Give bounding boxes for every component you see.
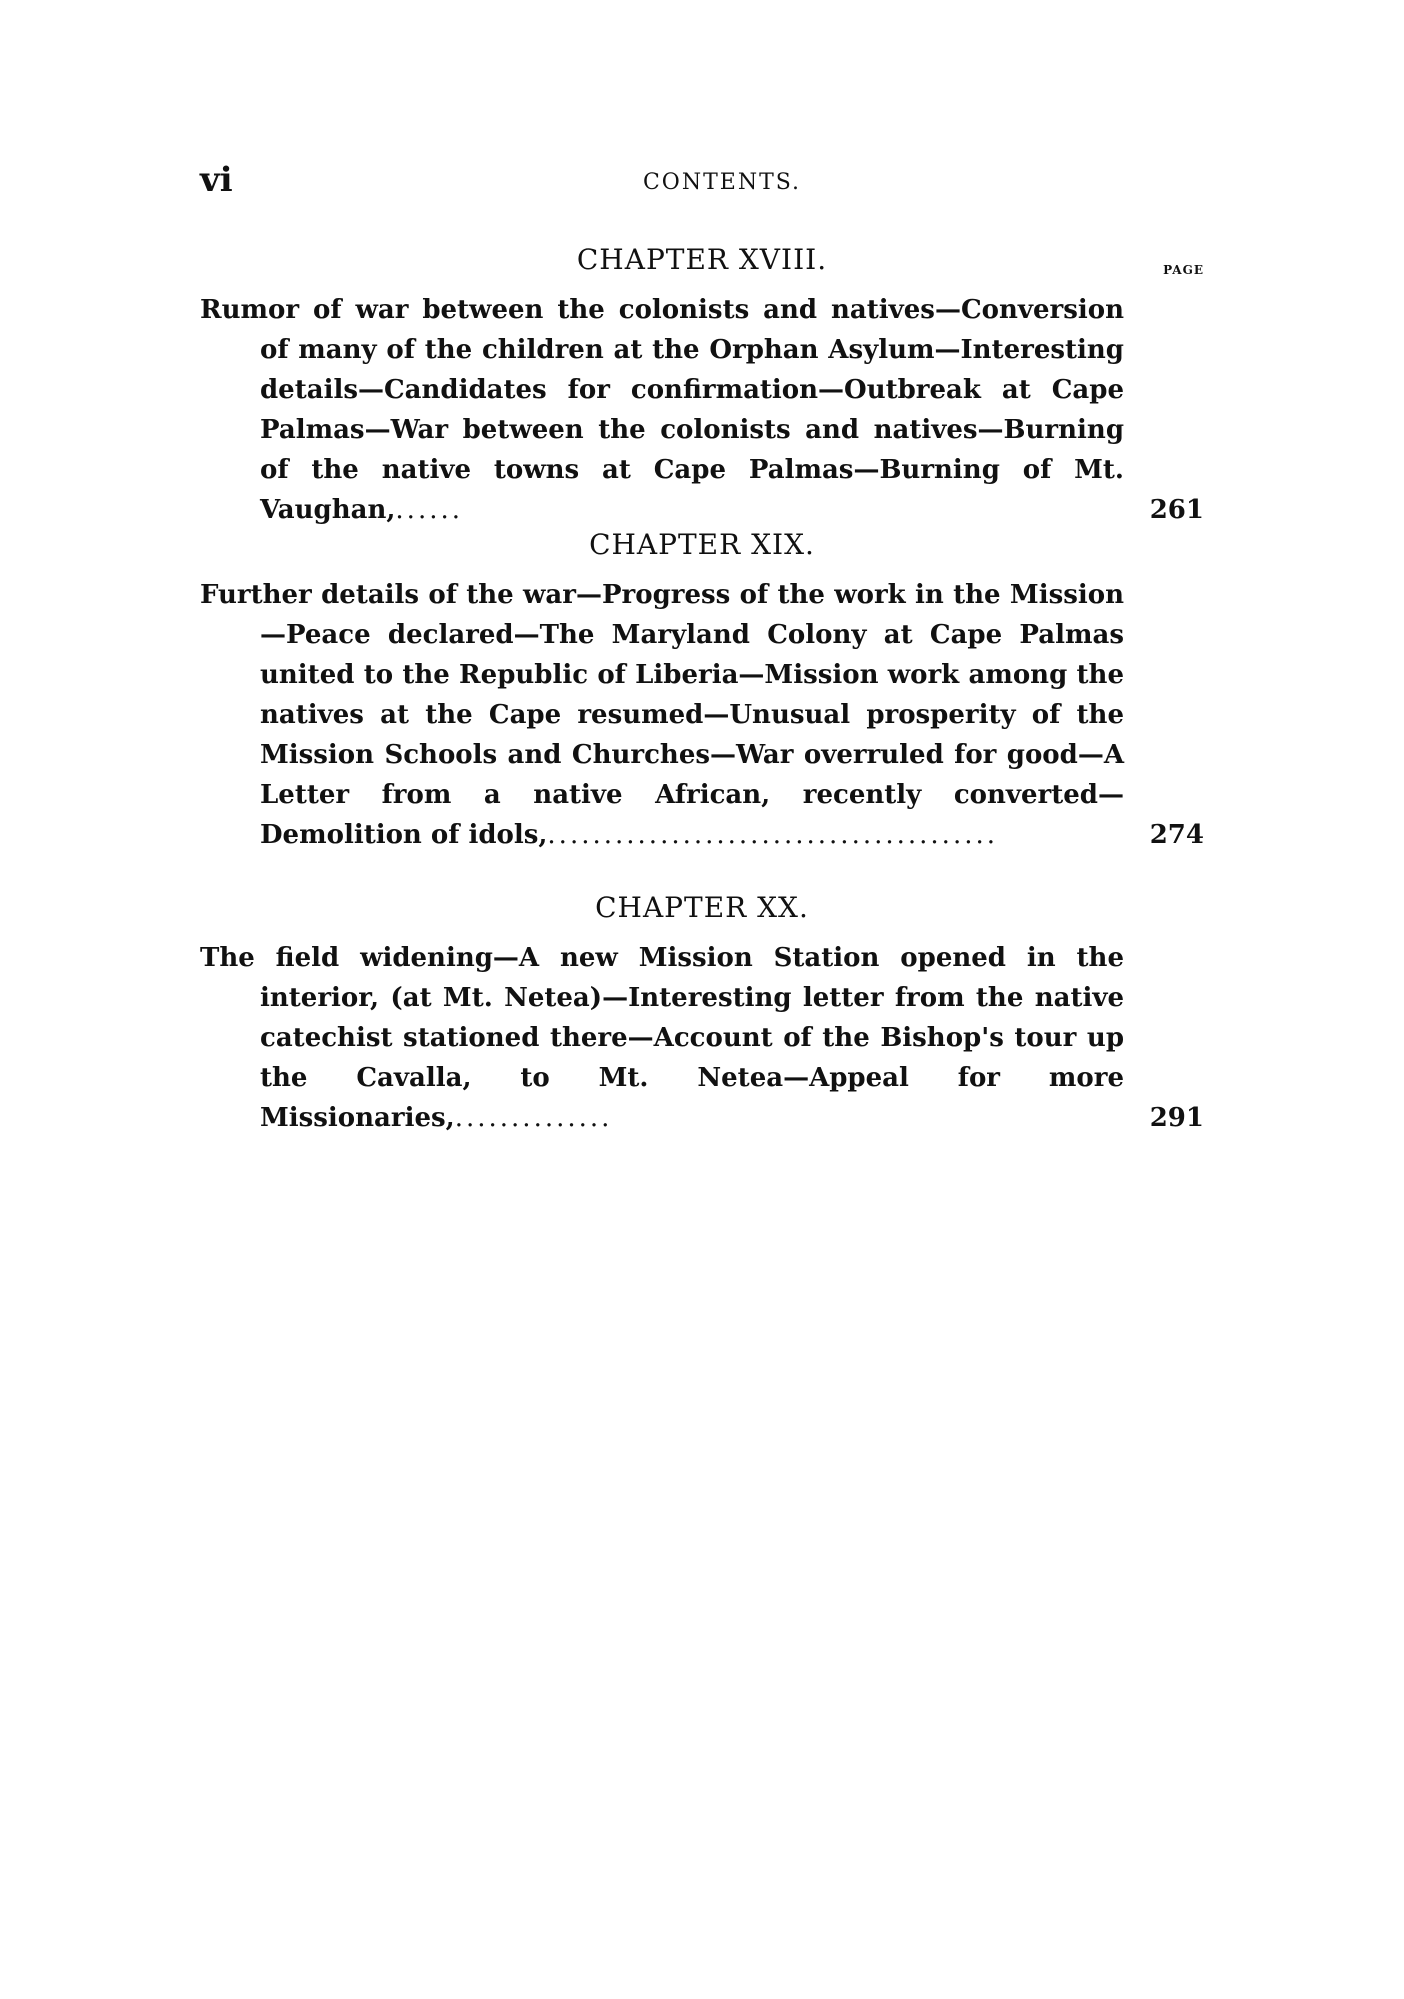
chapter-entry-19 bbox=[200, 525, 1204, 855]
dot-leader: .............. bbox=[454, 1103, 613, 1133]
chapter-summary-text: Rumor of war between the colonists and natives—Conversion of many of the children at the Orphan Asylum—Interesting details—Candidates for confirmation—Outbreak at Cape Palmas—War between the colonists and natives—Burning of the native towns at Cape Palmas—Burning of Mt. Vaughan, bbox=[200, 295, 1124, 525]
chapter-summary-text: Further details of the war—Progress of the work in the Mission—Peace declared—The Maryland Colony at Cape Palmas united to the Republic of Liberia—Mission work among the natives at the Cape resumed—Unusual prosperity of the Mission Schools and Churches—War overruled for good—A Letter from a native African, recently converted—Demolition of idols, bbox=[200, 580, 1124, 850]
chapter-page-number: 261 bbox=[1149, 495, 1204, 525]
chapter-heading-text: CHAPTER XIX. bbox=[589, 528, 815, 561]
chapter-page-number: 291 bbox=[1149, 1103, 1204, 1133]
page-column-label: PAGE bbox=[1163, 263, 1204, 277]
chapter-heading-text: CHAPTER XVIII. bbox=[576, 243, 828, 276]
chapter-heading bbox=[200, 525, 1204, 565]
chapter-entry-18 bbox=[200, 240, 1204, 530]
dot-leader: ...... bbox=[395, 495, 464, 525]
page-number: vi bbox=[200, 160, 233, 200]
chapter-summary-text: The field widening—A new Mission Station opened in the interior, (at Mt. Netea)—Interesting letter from the native catechist stationed there—Account of the Bishop's tour up the Cavalla, to Mt. Netea—Appeal for more Missionaries, bbox=[200, 943, 1124, 1133]
page-title: CONTENTS. bbox=[642, 170, 802, 195]
running-head bbox=[200, 160, 1204, 200]
chapter-summary bbox=[200, 938, 1204, 1138]
chapter-page-number: 274 bbox=[1149, 820, 1204, 850]
chapter-entry-20 bbox=[200, 888, 1204, 1138]
chapter-summary bbox=[200, 290, 1204, 530]
chapter-summary bbox=[200, 575, 1204, 855]
chapter-heading bbox=[200, 240, 1204, 280]
chapter-heading bbox=[200, 888, 1204, 928]
chapter-heading-text: CHAPTER XX. bbox=[595, 891, 809, 924]
dot-leader: ........................................ bbox=[547, 820, 999, 850]
